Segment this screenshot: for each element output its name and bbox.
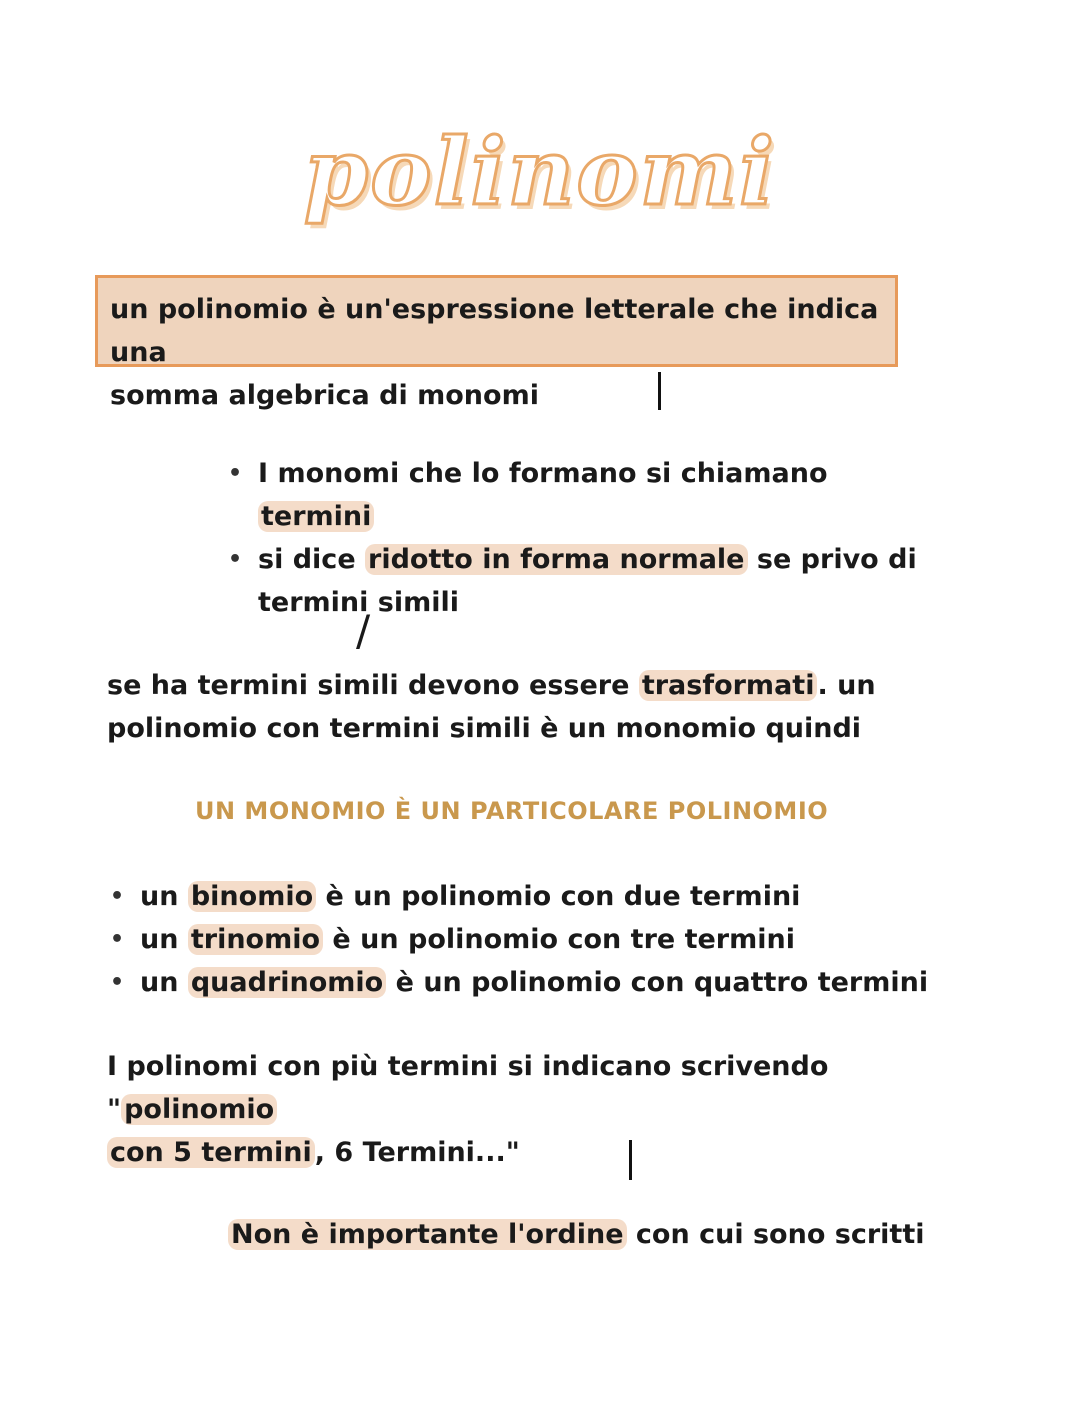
highlight-polinomio: polinomio <box>121 1094 277 1125</box>
types-list <box>110 875 970 1004</box>
highlight-trasformati: trasformati <box>639 670 818 701</box>
highlight-cinque-termini: con 5 termini <box>107 1137 315 1168</box>
bullet-trinomio: • un trinomio è un polinomio con tre termini <box>110 918 970 961</box>
definition-box <box>95 275 898 411</box>
definition-line-2: somma algebrica di monomi <box>110 380 539 411</box>
bullet-quadrinomio: • un quadrinomio è un polinomio con quattro termini <box>110 961 970 1004</box>
highlight-ordine: Non è importante l'ordine <box>228 1219 627 1250</box>
final-statement: Non è importante l'ordine con cui sono scritti <box>228 1213 988 1256</box>
bullet-termini: • I monomi che lo formano si chiamano termini <box>228 452 948 538</box>
bullet-forma-normale: • si dice ridotto in forma normale se privo di termini simili <box>228 538 948 624</box>
highlight-termini: termini <box>258 501 374 532</box>
page-title: polinomi <box>303 118 777 226</box>
paragraph-piu-termini: I polinomi con più termini si indicano scrivendo " polinomio con 5 termini , 6 Termini..." <box>107 1051 829 1168</box>
highlight-quadrinomio: quadrinomio <box>188 967 386 998</box>
caps-statement: UN MONOMIO È UN PARTICOLARE POLINOMIO <box>195 797 829 825</box>
highlight-forma-normale: ridotto in forma normale <box>365 544 747 575</box>
connector-line-2 <box>629 1140 632 1180</box>
highlight-binomio: binomio <box>188 881 316 912</box>
connector-line-1 <box>658 372 661 410</box>
connector-slash: / <box>356 606 371 655</box>
paragraph-termini-simili: se ha termini simili devono essere trasformati . un polinomio con termini simili è un monomio quindi <box>107 670 876 744</box>
definition-line-1: un polinomio è un'espressione letterale che indica una <box>110 294 879 368</box>
properties-list <box>228 452 948 624</box>
bullet-binomio: • un binomio è un polinomio con due termini <box>110 875 970 918</box>
highlight-trinomio: trinomio <box>188 924 323 955</box>
